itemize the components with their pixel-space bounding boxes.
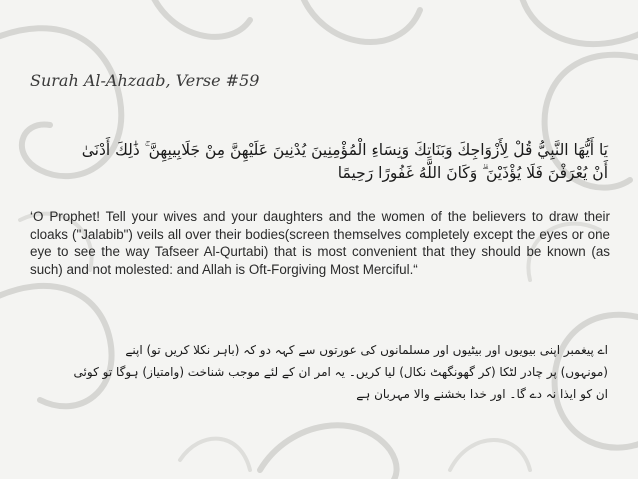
arabic-verse-line-1: يَا أَيُّهَا النَّبِيُّ قُلْ لِأَزْوَاجِكَ وَبَنَاتِكَ وَنِسَاءِ الْمُؤْمِنِينَ يُدْنِينَ عَلَيْهِنَّ مِنْ جَلَابِيبِهِنَّ ۚ ذَٰلِكَ أَدْنَىٰ [81, 141, 608, 159]
slide-title: Surah Al-Ahzaab, Verse #59 [30, 71, 260, 90]
urdu-translation-line-3: ان کو ایذا نہ دے گا۔ اور خدا بخشنے والا مہربان ہے [356, 387, 608, 401]
arabic-verse-line-2: أَنْ يُعْرَفْنَ فَلَا يُؤْذَيْنَ ۗ وَكَانَ اللَّهُ غَفُورًا رَحِيمًا [337, 164, 608, 182]
urdu-translation-line-1: اے پیغمبر اپنی بیویوں اور بیٹیوں اور مسلمانوں کی عورتوں سے کہہ دو کہ (باہر نکلا کریں تو) اپنے [125, 343, 608, 357]
english-translation: ‘O Prophet! Tell your wives and your daughters and the women of the believers to draw their cloaks ("Jalabib") veils all over their bodies(screen themselves completely except the eyes or one eye to see the way Tafseer Al-Qurtabi) that is most convenient that they should be known (as such) and not molested: and Allah is Oft-Forgiving Most Merciful.“ [30, 209, 610, 277]
urdu-translation-line-2: (مونہوں) پر چادر لٹکا (کر گھونگھٹ نکال) لیا کریں۔ یہ امر ان کے لئے موجب شناخت (وامتیاز) ہوگا تو کوئی [73, 365, 608, 379]
